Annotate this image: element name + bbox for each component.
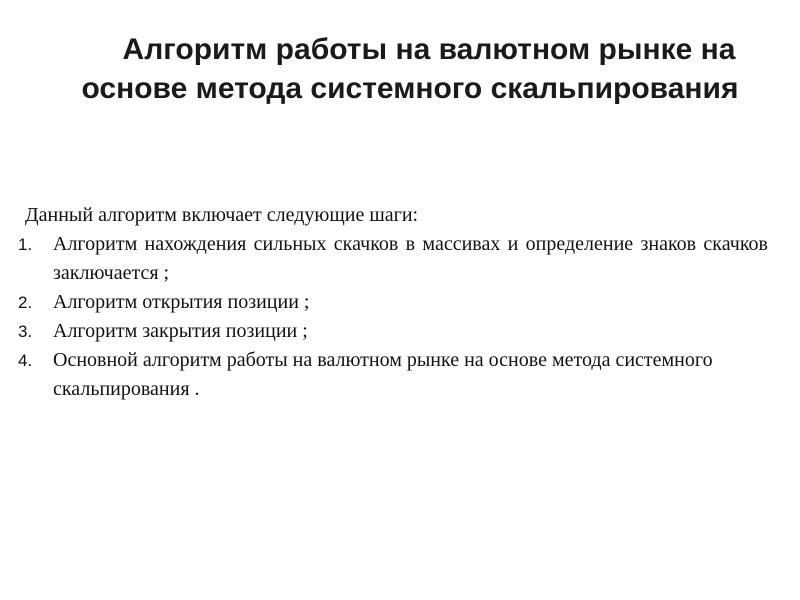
slide-title (40, 30, 780, 108)
list-item-step-4 (14, 346, 768, 404)
list-item-step-3 (14, 317, 768, 346)
step-text: Основной алгоритм работы на валютном рынке на основе метода системного скальпирования . (53, 349, 713, 400)
step-text: Алгоритм закрытия позиции ; (53, 320, 308, 342)
list-item-step-1 (14, 230, 768, 288)
step-number: 4. (18, 351, 33, 370)
step-number: 3. (18, 322, 33, 341)
slide-body (14, 201, 768, 404)
intro-text: Данный алгоритм включает следующие шаги: (25, 204, 419, 226)
step-text: Алгоритм открытия позиции ; (53, 291, 310, 313)
list-item-step-2 (14, 288, 768, 317)
steps-list (14, 230, 768, 404)
step-number: 1. (18, 235, 33, 254)
slide-title-line-1: Алгоритм работы на валютном рынке на (122, 33, 736, 66)
step-text: Алгоритм нахождения сильных скачков в массивах и определение знаков скачков заключается ; (53, 233, 768, 284)
slide-title-line-2: основе метода системного скальпирования (81, 72, 739, 105)
step-number: 2. (18, 293, 33, 312)
